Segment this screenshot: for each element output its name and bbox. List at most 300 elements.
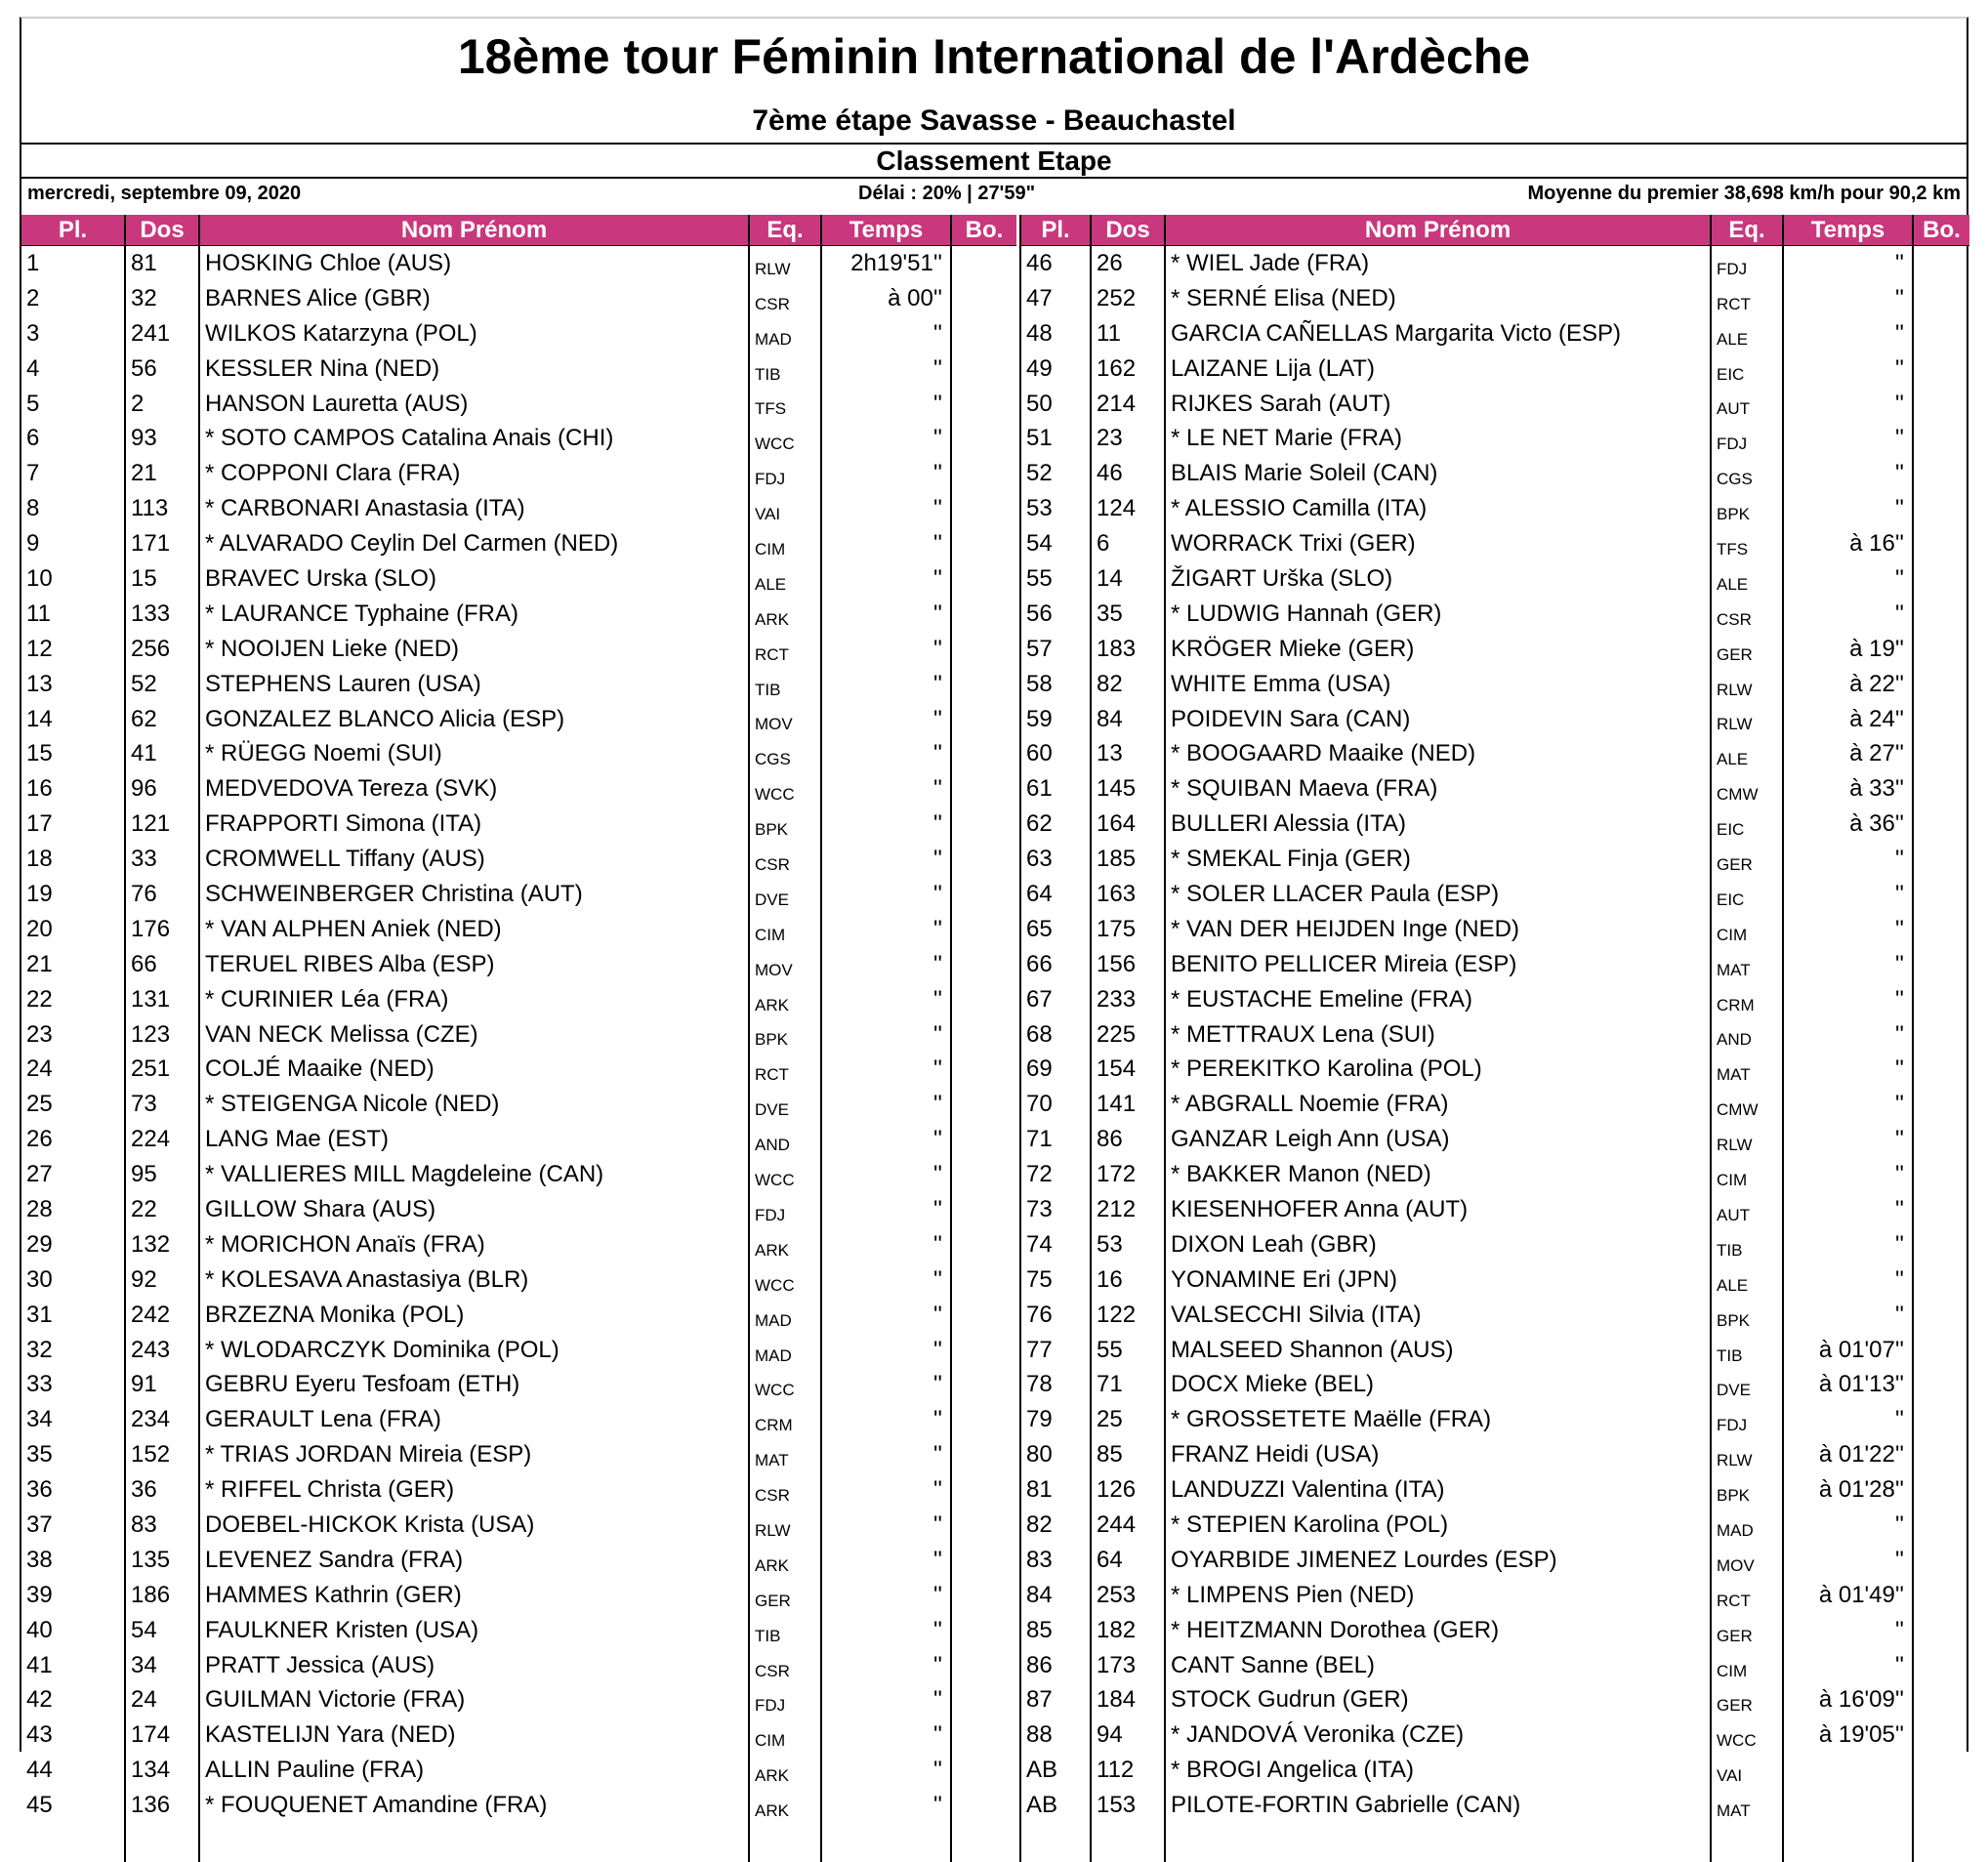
- cell-time: '': [1783, 352, 1913, 387]
- cell-bib: 55: [1091, 1333, 1165, 1368]
- cell-name: HOSKING Chloe (AUS): [199, 246, 749, 281]
- table-row: [21, 982, 1016, 1017]
- cell-name: * STEPIEN Karolina (POL): [1165, 1508, 1711, 1543]
- cell-place: 80: [1020, 1437, 1091, 1472]
- cell-place: 70: [1020, 1087, 1091, 1122]
- cell-place: 20: [21, 912, 125, 947]
- table-row: [21, 1543, 1016, 1578]
- cell-time: '': [821, 1087, 951, 1122]
- cell-place: 4: [21, 352, 125, 387]
- cell-place: 45: [21, 1788, 125, 1823]
- cell-team: FDJ: [1711, 421, 1783, 456]
- cell-time: '': [1783, 1508, 1913, 1543]
- cell-name: * CARBONARI Anastasia (ITA): [199, 491, 749, 526]
- cell-time: '': [1783, 1122, 1913, 1157]
- cell-time: '': [821, 421, 951, 456]
- cell-time: '': [821, 1368, 951, 1403]
- cell-team: VAI: [749, 491, 821, 526]
- cell-name: BRZEZNA Monika (POL): [199, 1298, 749, 1333]
- table-row: [21, 842, 1016, 877]
- cell-team: MAT: [1711, 947, 1783, 982]
- cell-time: '': [1783, 561, 1913, 597]
- cell-team: WCC: [749, 1157, 821, 1192]
- table-row: [1020, 982, 1969, 1017]
- cell-bonus: [951, 1543, 1016, 1578]
- cell-bib: 214: [1091, 387, 1165, 422]
- cell-team: ARK: [749, 1543, 821, 1578]
- cell-bib: 171: [125, 526, 199, 561]
- cell-bonus: [951, 1227, 1016, 1262]
- table-row: [1020, 1753, 1969, 1788]
- table-row: [21, 456, 1016, 491]
- cell-name: DOCX Mieke (BEL): [1165, 1368, 1711, 1403]
- cell-team: CIM: [1711, 912, 1783, 947]
- cell-name: * KOLESAVA Anastasiya (BLR): [199, 1262, 749, 1298]
- cell-bonus: [1913, 491, 1969, 526]
- table-row: [1020, 807, 1969, 842]
- cell-bib: 73: [125, 1087, 199, 1122]
- cell-bib: 36: [125, 1472, 199, 1508]
- cell-bonus: [951, 1683, 1016, 1718]
- cell-place: 3: [21, 316, 125, 352]
- cell-bib: 251: [125, 1052, 199, 1087]
- cell-bonus: [1913, 912, 1969, 947]
- cell-team: MAT: [1711, 1052, 1783, 1087]
- cell-time: '': [821, 1122, 951, 1157]
- cell-name: * NOOIJEN Lieke (NED): [199, 632, 749, 667]
- cell-bonus: [951, 1613, 1016, 1648]
- cell-bonus: [951, 632, 1016, 667]
- cell-name: * STEIGENGA Nicole (NED): [199, 1087, 749, 1122]
- results-table-left: [21, 215, 1016, 1862]
- cell-team: MOV: [1711, 1543, 1783, 1578]
- empty-cell: [1020, 1823, 1091, 1862]
- cell-team: TIB: [1711, 1227, 1783, 1262]
- cell-bib: 122: [1091, 1298, 1165, 1333]
- cell-name: STEPHENS Lauren (USA): [199, 667, 749, 702]
- cell-bib: 243: [125, 1333, 199, 1368]
- cell-bib: 174: [125, 1717, 199, 1753]
- cell-bib: 163: [1091, 877, 1165, 912]
- cell-team: CIM: [749, 526, 821, 561]
- cell-team: ALE: [749, 561, 821, 597]
- cell-bonus: [951, 1508, 1016, 1543]
- cell-bonus: [951, 1753, 1016, 1788]
- cell-team: MAT: [1711, 1788, 1783, 1823]
- cell-time: '': [1783, 982, 1913, 1017]
- cell-team: ALE: [1711, 316, 1783, 352]
- cell-place: 47: [1020, 281, 1091, 316]
- empty-cell: [821, 1823, 951, 1862]
- cell-time: '': [821, 877, 951, 912]
- cell-bonus: [951, 1157, 1016, 1192]
- cell-name: POIDEVIN Sara (CAN): [1165, 702, 1711, 737]
- cell-bonus: [1913, 1437, 1969, 1472]
- cell-team: EIC: [1711, 877, 1783, 912]
- time-limit: Délai : 20% | 27'59": [858, 181, 1035, 206]
- cell-place: 64: [1020, 877, 1091, 912]
- cell-bib: 91: [125, 1368, 199, 1403]
- cell-time: '': [1783, 421, 1913, 456]
- table-filler-row: [21, 1823, 1016, 1862]
- cell-name: BRAVEC Urska (SLO): [199, 561, 749, 597]
- cell-time: '': [1783, 281, 1913, 316]
- table-row: [21, 1333, 1016, 1368]
- cell-place: 79: [1020, 1402, 1091, 1437]
- cell-name: KASTELIJN Yara (NED): [199, 1717, 749, 1753]
- cell-bonus: [951, 316, 1016, 352]
- cell-time: '': [821, 1578, 951, 1613]
- cell-bonus: [1913, 1402, 1969, 1437]
- cell-bib: 92: [125, 1262, 199, 1298]
- table-row: [1020, 456, 1969, 491]
- cell-bonus: [1913, 1157, 1969, 1192]
- cell-team: CMW: [1711, 1087, 1783, 1122]
- cell-bib: 93: [125, 421, 199, 456]
- cell-team: EIC: [1711, 352, 1783, 387]
- table-row: [1020, 1087, 1969, 1122]
- table-header-row: [21, 215, 1016, 246]
- cell-name: * FOUQUENET Amandine (FRA): [199, 1788, 749, 1823]
- cell-name: * RIFFEL Christa (GER): [199, 1472, 749, 1508]
- cell-place: 26: [21, 1122, 125, 1157]
- cell-name: * BROGI Angelica (ITA): [1165, 1753, 1711, 1788]
- cell-time: '': [1783, 246, 1913, 281]
- cell-place: 74: [1020, 1227, 1091, 1262]
- table-row: [21, 526, 1016, 561]
- cell-place: 84: [1020, 1578, 1091, 1613]
- cell-team: CRM: [749, 1402, 821, 1437]
- cell-place: AB: [1020, 1753, 1091, 1788]
- cell-bonus: [1913, 1683, 1969, 1718]
- cell-team: CRM: [1711, 982, 1783, 1017]
- cell-team: CIM: [1711, 1648, 1783, 1683]
- cell-time: '': [821, 1788, 951, 1823]
- cell-bib: 126: [1091, 1472, 1165, 1508]
- cell-bib: 33: [125, 842, 199, 877]
- cell-name: * VALLIERES MILL Magdeleine (CAN): [199, 1157, 749, 1192]
- col-header-eq: Eq.: [1711, 215, 1783, 246]
- cell-bonus: [951, 561, 1016, 597]
- table-row: [21, 1508, 1016, 1543]
- cell-time: '': [1783, 1543, 1913, 1578]
- cell-bonus: [1913, 982, 1969, 1017]
- table-row: [21, 597, 1016, 632]
- cell-team: WCC: [1711, 1717, 1783, 1753]
- cell-place: 56: [1020, 597, 1091, 632]
- cell-time: à 01'07'': [1783, 1333, 1913, 1368]
- cell-name: MEDVEDOVA Tereza (SVK): [199, 771, 749, 807]
- cell-place: 76: [1020, 1298, 1091, 1333]
- cell-bonus: [951, 842, 1016, 877]
- cell-team: BPK: [1711, 1472, 1783, 1508]
- cell-bonus: [951, 1402, 1016, 1437]
- cell-place: 61: [1020, 771, 1091, 807]
- cell-time: à 01'28'': [1783, 1472, 1913, 1508]
- cell-name: CANT Sanne (BEL): [1165, 1648, 1711, 1683]
- cell-bonus: [951, 1017, 1016, 1053]
- cell-bib: 22: [125, 1192, 199, 1227]
- cell-bib: 234: [125, 1402, 199, 1437]
- cell-place: 35: [21, 1437, 125, 1472]
- cell-team: AUT: [1711, 1192, 1783, 1227]
- cell-place: 21: [21, 947, 125, 982]
- cell-bonus: [951, 877, 1016, 912]
- cell-bonus: [951, 1298, 1016, 1333]
- stage-subtitle: 7ème étape Savasse - Beauchastel: [21, 104, 1967, 138]
- cell-place: 36: [21, 1472, 125, 1508]
- cell-name: CROMWELL Tiffany (AUS): [199, 842, 749, 877]
- cell-bonus: [1913, 1613, 1969, 1648]
- cell-bonus: [951, 1262, 1016, 1298]
- cell-bonus: [1913, 456, 1969, 491]
- table-row: [21, 1122, 1016, 1157]
- cell-bib: 182: [1091, 1613, 1165, 1648]
- cell-time: à 33'': [1783, 771, 1913, 807]
- cell-bonus: [1913, 387, 1969, 422]
- cell-bonus: [1913, 1753, 1969, 1788]
- cell-team: DVE: [749, 877, 821, 912]
- cell-name: KESSLER Nina (NED): [199, 352, 749, 387]
- cell-bib: 25: [1091, 1402, 1165, 1437]
- table-row: [1020, 1437, 1969, 1472]
- table-row: [21, 1227, 1016, 1262]
- cell-team: ALE: [1711, 736, 1783, 771]
- empty-cell: [749, 1823, 821, 1862]
- cell-team: ARK: [749, 982, 821, 1017]
- cell-place: 52: [1020, 456, 1091, 491]
- cell-team: ARK: [749, 597, 821, 632]
- cell-place: 23: [21, 1017, 125, 1053]
- cell-team: MOV: [749, 702, 821, 737]
- cell-place: 12: [21, 632, 125, 667]
- cell-name: SCHWEINBERGER Christina (AUT): [199, 877, 749, 912]
- cell-bib: 136: [125, 1788, 199, 1823]
- cell-bib: 253: [1091, 1578, 1165, 1613]
- cell-team: ALE: [1711, 561, 1783, 597]
- col-header-dos: Dos: [125, 215, 199, 246]
- cell-bonus: [951, 1578, 1016, 1613]
- table-row: [21, 1262, 1016, 1298]
- cell-bib: 121: [125, 807, 199, 842]
- cell-bonus: [1913, 1052, 1969, 1087]
- cell-time: '': [1783, 316, 1913, 352]
- cell-name: * LIMPENS Pien (NED): [1165, 1578, 1711, 1613]
- cell-bonus: [951, 352, 1016, 387]
- table-row: [1020, 842, 1969, 877]
- cell-team: GER: [1711, 842, 1783, 877]
- cell-time: '': [821, 1157, 951, 1192]
- cell-name: * CURINIER Léa (FRA): [199, 982, 749, 1017]
- table-row: [1020, 1333, 1969, 1368]
- cell-name: VAN NECK Melissa (CZE): [199, 1017, 749, 1053]
- cell-bib: 84: [1091, 702, 1165, 737]
- cell-team: MAT: [749, 1437, 821, 1472]
- cell-place: 51: [1020, 421, 1091, 456]
- cell-name: WHITE Emma (USA): [1165, 667, 1711, 702]
- cell-name: STOCK Gudrun (GER): [1165, 1683, 1711, 1718]
- table-row: [1020, 1717, 1969, 1753]
- cell-bib: 112: [1091, 1753, 1165, 1788]
- cell-bib: 184: [1091, 1683, 1165, 1718]
- col-header-pl: Pl.: [1020, 215, 1091, 246]
- cell-team: CIM: [749, 1717, 821, 1753]
- table-row: [1020, 947, 1969, 982]
- cell-place: 14: [21, 702, 125, 737]
- cell-bib: 52: [125, 667, 199, 702]
- cell-bonus: [1913, 702, 1969, 737]
- cell-bib: 113: [125, 491, 199, 526]
- cell-place: 86: [1020, 1648, 1091, 1683]
- cell-bib: 212: [1091, 1192, 1165, 1227]
- cell-bib: 252: [1091, 281, 1165, 316]
- cell-name: BULLERI Alessia (ITA): [1165, 807, 1711, 842]
- cell-bonus: [951, 1087, 1016, 1122]
- cell-bonus: [1913, 246, 1969, 281]
- cell-place: 33: [21, 1368, 125, 1403]
- cell-time: '': [1783, 1227, 1913, 1262]
- table-row: [21, 1753, 1016, 1788]
- cell-name: OYARBIDE JIMENEZ Lourdes (ESP): [1165, 1543, 1711, 1578]
- cell-bib: 241: [125, 316, 199, 352]
- cell-name: LANG Mae (EST): [199, 1122, 749, 1157]
- cell-name: * JANDOVÁ Veronika (CZE): [1165, 1717, 1711, 1753]
- cell-place: 57: [1020, 632, 1091, 667]
- table-row: [21, 736, 1016, 771]
- cell-time: '': [821, 912, 951, 947]
- cell-time: '': [1783, 842, 1913, 877]
- cell-place: 32: [21, 1333, 125, 1368]
- cell-time: '': [821, 1402, 951, 1437]
- cell-time: à 22'': [1783, 667, 1913, 702]
- cell-time: '': [1783, 597, 1913, 632]
- cell-team: BPK: [749, 807, 821, 842]
- cell-bonus: [1913, 807, 1969, 842]
- table-filler-row: [1020, 1823, 1969, 1862]
- table-row: [21, 1613, 1016, 1648]
- cell-bib: 176: [125, 912, 199, 947]
- cell-team: CGS: [1711, 456, 1783, 491]
- cell-time: '': [821, 491, 951, 526]
- table-row: [21, 1437, 1016, 1472]
- cell-name: MALSEED Shannon (AUS): [1165, 1333, 1711, 1368]
- cell-name: ŽIGART Urška (SLO): [1165, 561, 1711, 597]
- table-row: [1020, 1508, 1969, 1543]
- cell-place: 17: [21, 807, 125, 842]
- empty-cell: [1711, 1823, 1783, 1862]
- cell-place: 25: [21, 1087, 125, 1122]
- cell-time: '': [1783, 877, 1913, 912]
- cell-name: FAULKNER Kristen (USA): [199, 1613, 749, 1648]
- cell-bib: 156: [1091, 947, 1165, 982]
- cell-team: TIB: [749, 1613, 821, 1648]
- cell-place: 62: [1020, 807, 1091, 842]
- cell-time: '': [821, 771, 951, 807]
- cell-team: ARK: [749, 1753, 821, 1788]
- cell-place: 65: [1020, 912, 1091, 947]
- cell-place: 28: [21, 1192, 125, 1227]
- cell-name: * LAURANCE Typhaine (FRA): [199, 597, 749, 632]
- cell-place: 22: [21, 982, 125, 1017]
- table-row: [21, 1298, 1016, 1333]
- empty-cell: [951, 1823, 1016, 1862]
- cell-team: BPK: [1711, 491, 1783, 526]
- cell-time: '': [821, 561, 951, 597]
- cell-name: * RÜEGG Noemi (SUI): [199, 736, 749, 771]
- cell-place: 78: [1020, 1368, 1091, 1403]
- cell-time: à 00'': [821, 281, 951, 316]
- table-row: [21, 1157, 1016, 1192]
- cell-place: 29: [21, 1227, 125, 1262]
- table-row: [1020, 281, 1969, 316]
- cell-name: * EUSTACHE Emeline (FRA): [1165, 982, 1711, 1017]
- cell-bib: 85: [1091, 1437, 1165, 1472]
- cell-time: '': [821, 1227, 951, 1262]
- cell-place: 5: [21, 387, 125, 422]
- cell-name: LANDUZZI Valentina (ITA): [1165, 1472, 1711, 1508]
- cell-place: 85: [1020, 1613, 1091, 1648]
- table-row: [1020, 246, 1969, 281]
- cell-name: * COPPONI Clara (FRA): [199, 456, 749, 491]
- cell-name: BLAIS Marie Soleil (CAN): [1165, 456, 1711, 491]
- cell-time: '': [821, 842, 951, 877]
- cell-name: GERAULT Lena (FRA): [199, 1402, 749, 1437]
- table-row: [21, 1578, 1016, 1613]
- cell-time: '': [821, 667, 951, 702]
- cell-place: 69: [1020, 1052, 1091, 1087]
- cell-team: BPK: [749, 1017, 821, 1053]
- cell-time: 2h19'51'': [821, 246, 951, 281]
- cell-name: * SQUIBAN Maeva (FRA): [1165, 771, 1711, 807]
- cell-name: GARCIA CAÑELLAS Margarita Victo (ESP): [1165, 316, 1711, 352]
- cell-bonus: [951, 1717, 1016, 1753]
- table-row: [21, 352, 1016, 387]
- cell-team: GER: [749, 1578, 821, 1613]
- cell-name: * SMEKAL Finja (GER): [1165, 842, 1711, 877]
- table-row: [1020, 561, 1969, 597]
- cell-time: '': [821, 1717, 951, 1753]
- cell-bonus: [1913, 1543, 1969, 1578]
- empty-cell: [125, 1823, 199, 1862]
- cell-time: '': [821, 456, 951, 491]
- col-header-bo: Bo.: [1913, 215, 1969, 246]
- cell-team: CMW: [1711, 771, 1783, 807]
- cell-place: 59: [1020, 702, 1091, 737]
- cell-team: DVE: [1711, 1368, 1783, 1403]
- table-row: [1020, 1613, 1969, 1648]
- cell-place: 37: [21, 1508, 125, 1543]
- cell-bonus: [1913, 281, 1969, 316]
- table-header-row: [1020, 215, 1969, 246]
- table-row: [21, 1648, 1016, 1683]
- cell-name: KRÖGER Mieke (GER): [1165, 632, 1711, 667]
- cell-bib: 66: [125, 947, 199, 982]
- cell-team: CSR: [749, 281, 821, 316]
- cell-place: 30: [21, 1262, 125, 1298]
- cell-bonus: [1913, 526, 1969, 561]
- cell-bib: 224: [125, 1122, 199, 1157]
- table-row: [1020, 1472, 1969, 1508]
- cell-bonus: [1913, 1472, 1969, 1508]
- cell-bib: 242: [125, 1298, 199, 1333]
- cell-name: COLJÉ Maaike (NED): [199, 1052, 749, 1087]
- cell-place: 66: [1020, 947, 1091, 982]
- cell-bonus: [1913, 1368, 1969, 1403]
- cell-name: GILLOW Shara (AUS): [199, 1192, 749, 1227]
- cell-team: ALE: [1711, 1262, 1783, 1298]
- table-row: [21, 1017, 1016, 1053]
- cell-bonus: [951, 1122, 1016, 1157]
